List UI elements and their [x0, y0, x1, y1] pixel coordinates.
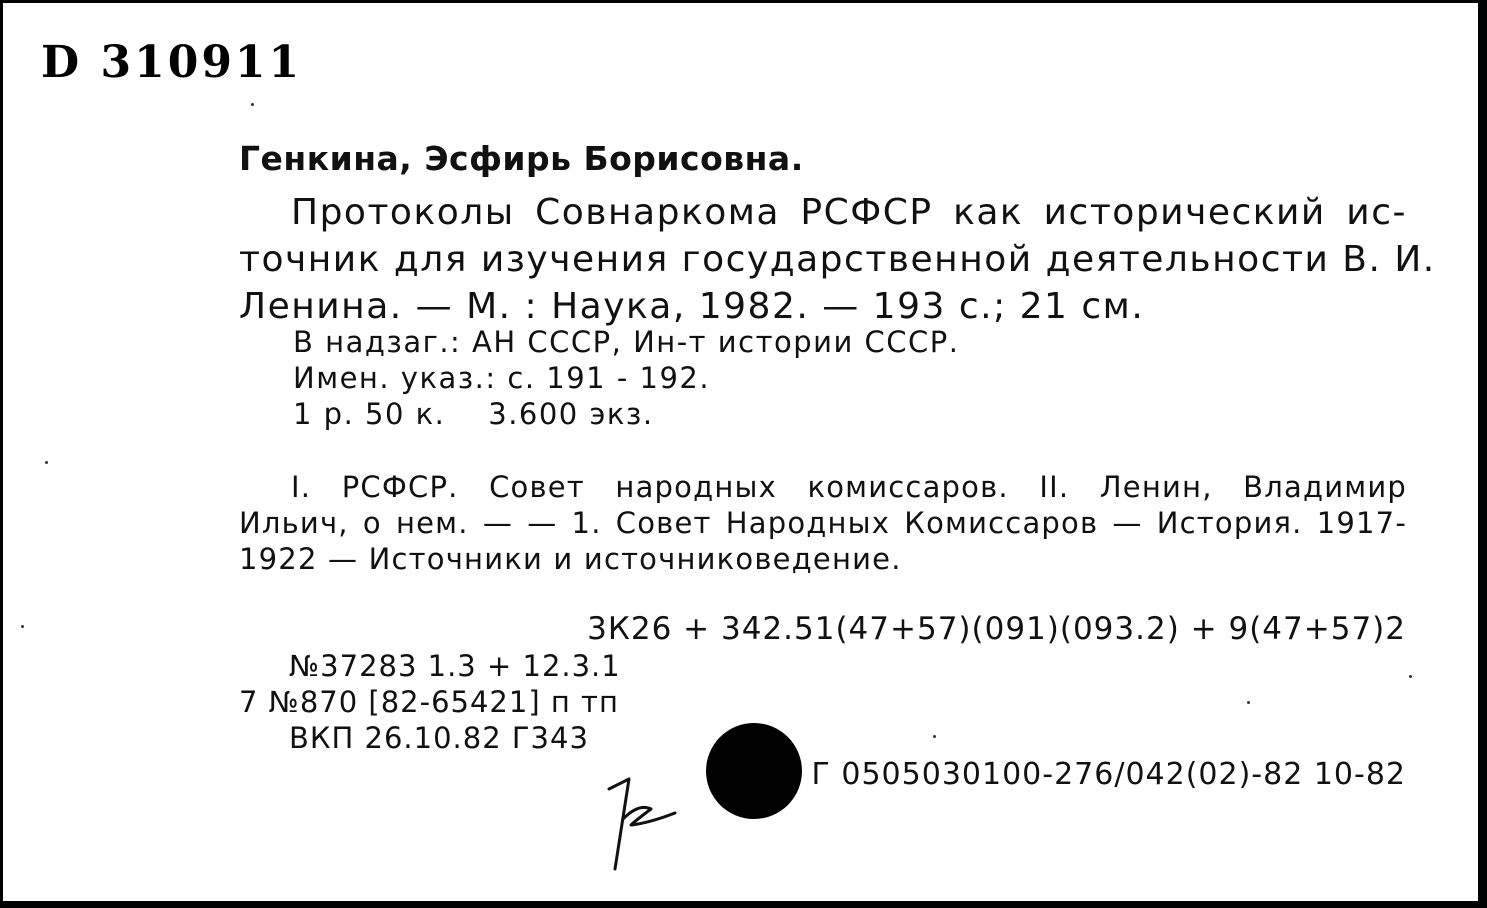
speck: [45, 461, 48, 464]
note-index: Имен. указ.: с. 191 - 192.: [293, 361, 711, 395]
tracing-line: 1922 — Источники и источниковедение.: [239, 542, 902, 576]
tracing-line: Ильич, о нем. — — 1. Совет Народных Комиссаров — История. 1917-: [239, 506, 1407, 540]
title-line: точник для изучения государственной деятельности В. И.: [239, 239, 1436, 280]
title-line: Протоколы Совнаркома РСФСР как исторический ис-: [291, 192, 1407, 233]
speck: [251, 103, 254, 106]
speck: [21, 625, 24, 628]
handwritten-mark-icon: [601, 773, 691, 873]
isbn-code: Г 0505030100-276/042(02)-82 10-82: [811, 757, 1406, 792]
accession-number: D 310911: [41, 37, 303, 88]
speck: [933, 735, 936, 738]
classification-index: 3К26 + 342.51(47+57)(091)(093.2) + 9(47+57)2: [587, 611, 1406, 647]
subject-tracings: [239, 469, 1407, 577]
title-statement: [239, 189, 1436, 330]
note-header: В надзаг.: АН СССР, Ин-т истории СССР.: [293, 325, 960, 359]
punch-hole: [706, 723, 802, 819]
title-line: Ленина. — М. : Наука, 1982. — 193 с.; 21 см.: [239, 286, 1145, 327]
record-number: №37283 1.3 + 12.3.1: [289, 649, 621, 683]
order-number: 7 №870 [82-65421] п тп: [239, 685, 619, 719]
vkp-date: ВКП 26.10.82 Г343: [289, 721, 589, 755]
speck: [1247, 701, 1250, 704]
author-heading: Генкина, Эсфирь Борисовна.: [239, 139, 804, 178]
speck: [1409, 675, 1412, 678]
catalog-card: [3, 3, 1478, 901]
tracing-line: I. РСФСР. Совет народных комиссаров. II. Ленин, Владимир: [291, 470, 1407, 504]
note-price: 1 р. 50 к. 3.600 экз.: [293, 397, 654, 431]
